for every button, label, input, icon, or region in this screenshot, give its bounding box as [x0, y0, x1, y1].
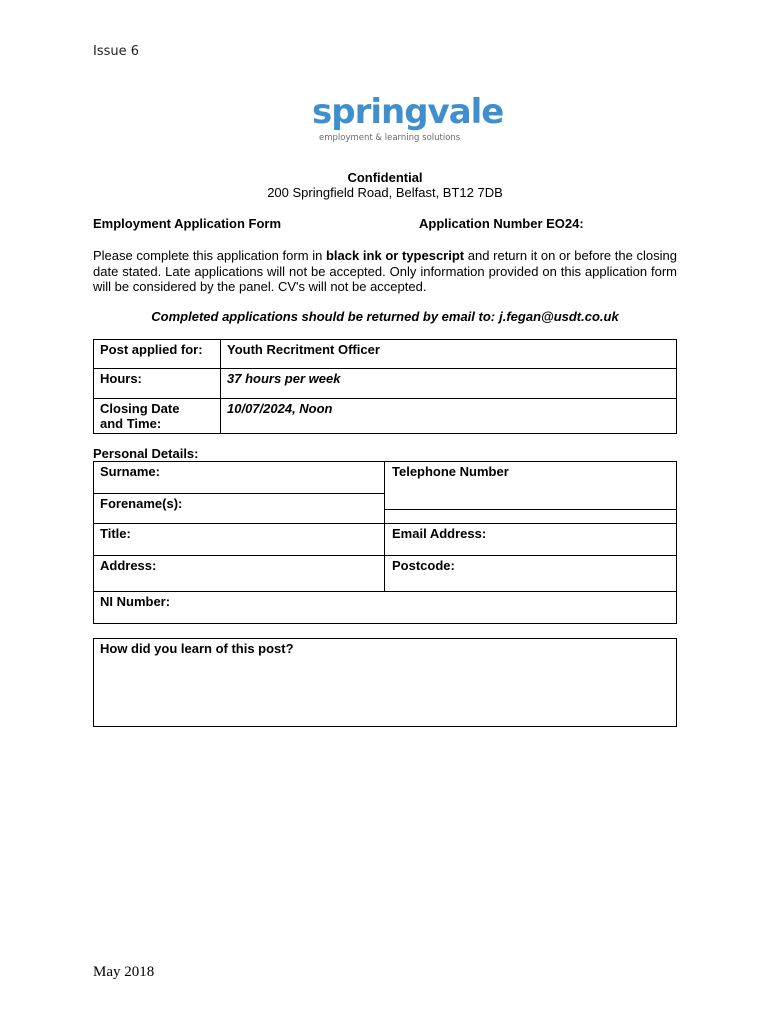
address-label: Address:	[100, 558, 157, 573]
ni-number-field[interactable]	[93, 591, 677, 624]
closing-label	[94, 399, 221, 434]
email-field[interactable]	[384, 523, 677, 556]
table-row	[94, 340, 677, 369]
springvale-logo	[312, 92, 504, 144]
form-title: Employment Application Form	[93, 216, 282, 231]
telephone-extra-cell[interactable]	[384, 509, 677, 524]
return-instructions	[0, 309, 770, 324]
logo-wordmark: springvale	[312, 92, 504, 132]
forenames-label: Forename(s):	[100, 496, 183, 511]
hours-label: Hours:	[94, 369, 221, 399]
post-details-table	[93, 339, 677, 434]
closing-label-line1: Closing Date	[100, 401, 180, 416]
issue-label: Issue 6	[93, 44, 140, 59]
surname-label: Surname:	[100, 464, 160, 479]
title-field[interactable]	[93, 523, 385, 556]
table-row	[94, 399, 677, 434]
learn-of-post-field[interactable]	[93, 638, 677, 727]
title-label: Title:	[100, 526, 131, 541]
return-text: Completed applications should be returned by email to:	[151, 309, 496, 324]
postcode-label: Postcode:	[392, 558, 455, 573]
closing-label-line2: and Time:	[100, 416, 162, 431]
postcode-field[interactable]	[384, 555, 677, 592]
hours-value: 37 hours per week	[221, 369, 677, 399]
post-applied-value: Youth Recritment Officer	[221, 340, 677, 369]
telephone-field[interactable]	[384, 461, 677, 510]
table-row	[94, 369, 677, 399]
return-email-link[interactable]: j.fegan@usdt.co.uk	[499, 309, 619, 324]
confidential-heading: Confidential	[347, 170, 423, 185]
closing-value: 10/07/2024, Noon	[221, 399, 677, 434]
email-label: Email Address:	[392, 526, 487, 541]
post-applied-label: Post applied for:	[94, 340, 221, 369]
intro-text-2: and return it on or before the closing date stated. Late applications will not be accepted. Only information provided on this application form will be considered by the panel. CV's will not be accepted.	[93, 248, 677, 294]
forenames-field[interactable]	[93, 493, 385, 524]
personal-details-heading: Personal Details:	[93, 446, 199, 461]
logo-tagline: employment & learning solutions	[319, 133, 461, 143]
intro-text-1: Please complete this application form in	[93, 248, 326, 263]
footer-date: May 2018	[93, 964, 155, 980]
address-field[interactable]	[93, 555, 385, 592]
organisation-address: 200 Springfield Road, Belfast, BT12 7DB	[267, 185, 503, 200]
learn-of-post-label: How did you learn of this post?	[100, 641, 294, 656]
surname-field[interactable]	[93, 461, 385, 494]
application-number: Application Number EO24:	[419, 216, 584, 231]
telephone-label: Telephone Number	[392, 464, 509, 479]
ni-number-label: NI Number:	[100, 594, 171, 609]
intro-bold: black ink or typescript	[325, 248, 465, 263]
intro-paragraph	[93, 248, 677, 295]
